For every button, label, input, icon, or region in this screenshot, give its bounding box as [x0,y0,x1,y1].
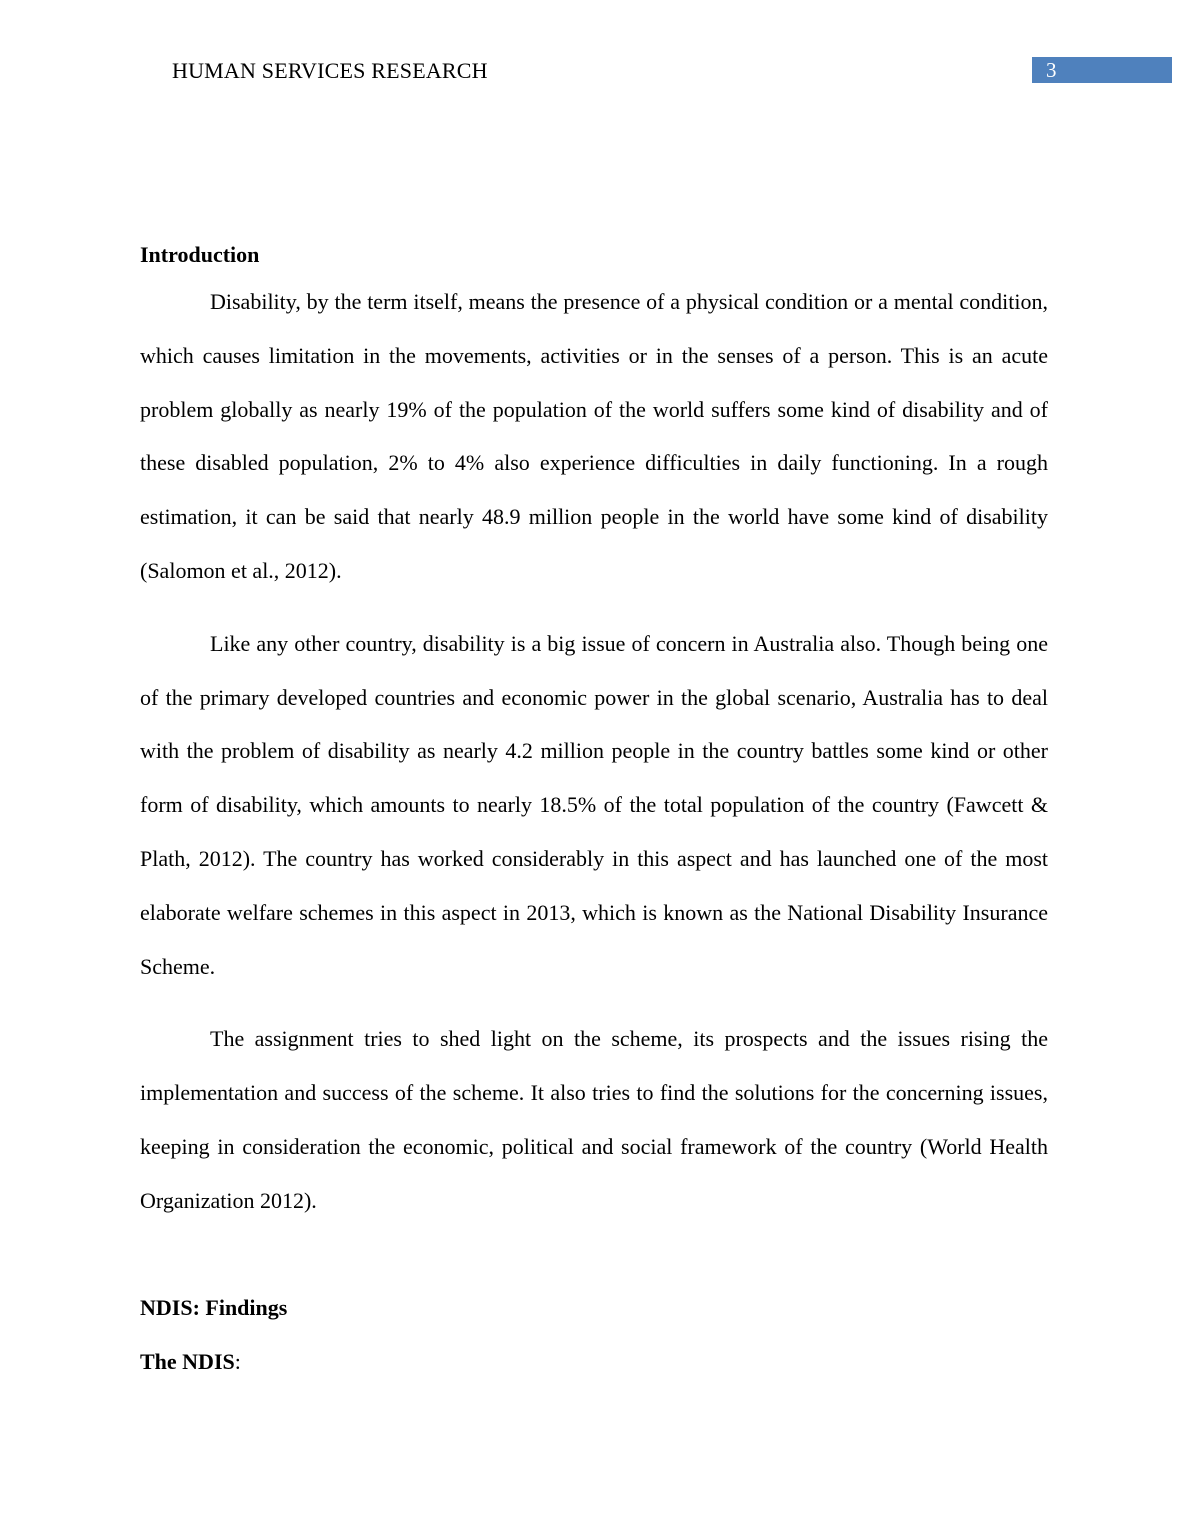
introduction-heading: Introduction [140,242,260,267]
intro-paragraph-3: The assignment tries to shed light on the scheme, its prospects and the issues rising the implementation and success of the scheme. It also tries to find the solutions for the concerning issues, keeping in consideration the economic, political and social framework of the country (World Health Organization 2012). [140,1026,1048,1213]
findings-heading: NDIS: Findings [140,1294,288,1320]
running-head: HUMAN SERVICES RESEARCH [172,58,488,83]
ndis-subheading-text: The NDIS [140,1348,235,1374]
page-number: 3 [1046,58,1057,82]
intro-paragraph-1: Disability, by the term itself, means the presence of a physical condition or a mental condition, which causes limitation in the movements, activities or in the senses of a person. This is an acute problem globally as nearly 19% of the population of the world suffers some kind of disability and of these disabled population, 2% to 4% also experience difficulties in daily functioning. In a rough estimation, it can be said that nearly 48.9 million people in the world have some kind of disability (Salomon et al., 2012). [140,289,1048,583]
document-body [140,235,1048,1382]
page-number-bar [1032,57,1172,83]
intro-paragraph-2: Like any other country, disability is a big issue of concern in Australia also. Though being one of the primary developed countries and economic power in the global scenario, Australia has to deal with the problem of disability as nearly 4.2 million people in the country battles some kind or other form of disability, which amounts to nearly 18.5% of the total population of the country (Fawcett & Plath, 2012). The country has worked considerably in this aspect and has launched one of the most elaborate welfare schemes in this aspect in 2013, which is known as the National Disability Insurance Scheme. [140,630,1048,979]
ndis-subheading-colon: : [234,1348,241,1374]
ndis-subheading [140,1342,1048,1382]
